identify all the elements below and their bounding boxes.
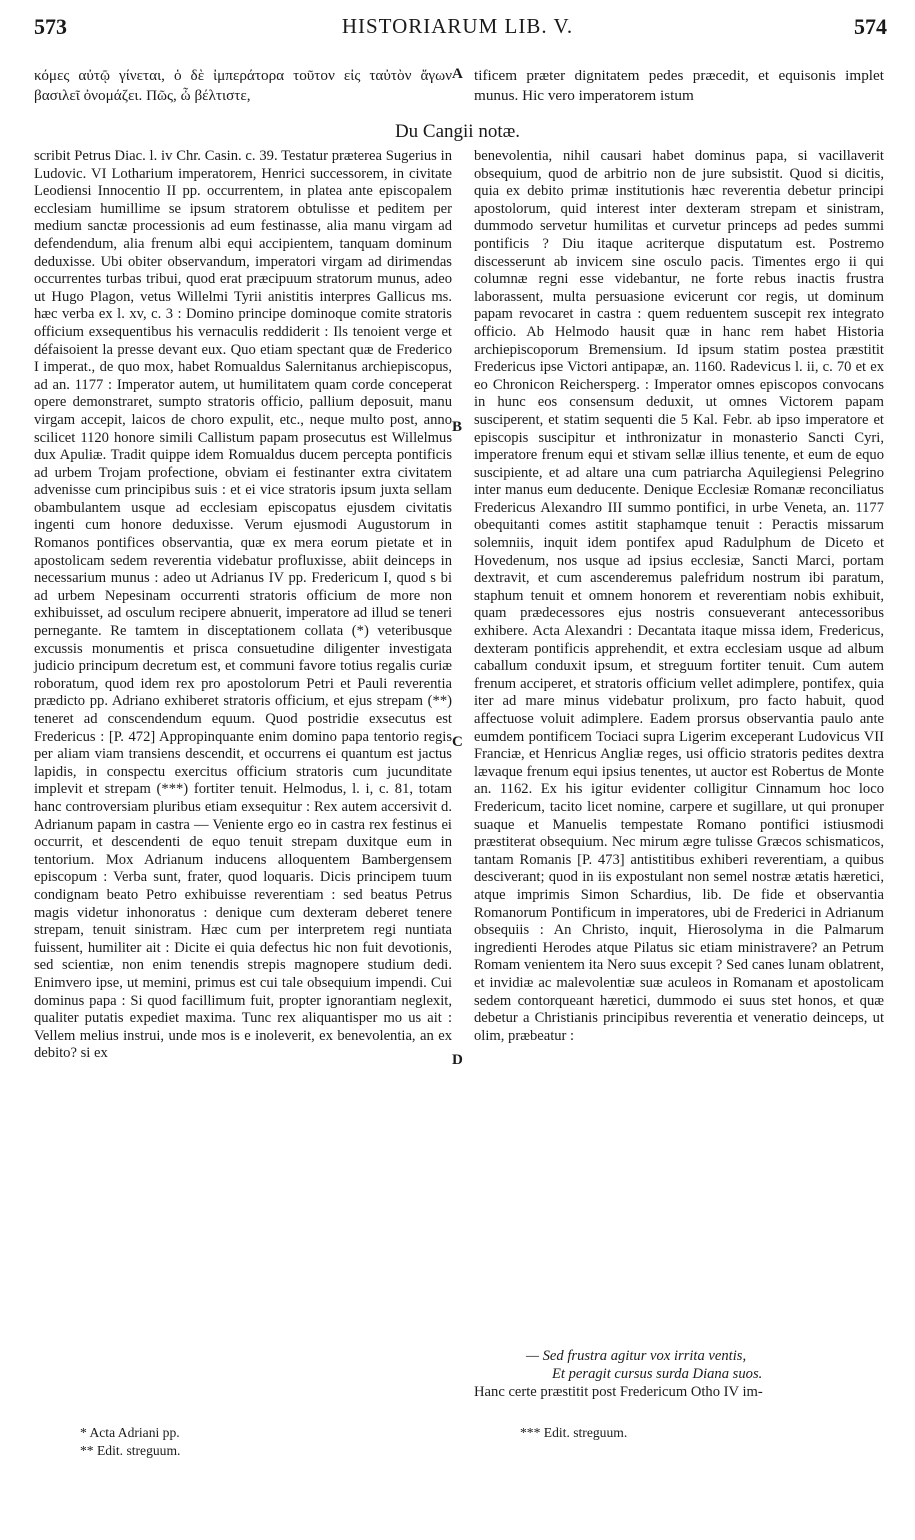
margin-marker-c: C	[452, 734, 463, 750]
verse-quotation	[474, 1348, 884, 1383]
latin-translation-top	[474, 66, 884, 106]
notes-right-column	[474, 148, 884, 1045]
footnote: ** Edit. streguum.	[80, 1443, 181, 1458]
latin-paragraph: tificem præter dignitatem pedes præcedit, et equisonis implet munus. Hic vero imperatorem istum	[474, 67, 884, 104]
footnotes-right	[520, 1424, 880, 1442]
notes-paragraph: scribit Petrus Diac. l. iv Chr. Casin. c. 39. Testatur præterea Sugerius in Ludovic. VI Lotharium imperatorem, Henrici successorem, in civitate Leodiensi Innocentio II pp. occurrentem, in platea ante episcopalem ecclesiam humillime se ipsum stratorem obtulisse et peditem per medium sanctæ processionis ad eum festinasse, alia manu virgam ad defendendum, alia frenum albi equi accipientem, tanquam dominum deduxisse. Ubi obiter observandum, imperatori virgam ad dirimendas occurrentes turbas tribui, quod erat præcipuum stratorum munus, adeo ut Hugo Plagon, vetus Willelmi Tyrii anistitis interpres Gallicus ms. hæc verba ex l. xv, c. 3 : Domino principe dominoque comite stratoris officium exsequentibus his vernaculis reddiderit : Ils tenoient verge et défaisoient la presse devant eux. Quo etiam spectant quæ de Frederico I imperat., de quo mox, habet Romualdus Salernitanus archiepiscopus, ad an. 1177 : Imperator autem, ut humilitatem quam corde conceperat opere demonstraret, sumpto stratoris officio, pallium deposuit, manu virgam accepit, laicos de choro expulit, etc., neque multo post, anno scilicet 1120 honore simili Callistum papam prosecutus est Willelmus dux Apuliæ. Tradit quippe idem Romualdus ducem percepta pontificis ad urbem Trojam profectione, obviam ei festinanter extra civitatem advenisse cum principibus suis : et ei vice stratoris ipsum juxta sellam obambulantem usque ad ecclesiam episcopatus ejusdem civitatis ingenti cum honore deduxisse. Verum ejusmodi Augustorum in Romanos pontifices observantia, quæ ex mera eorum pietate et in apostolicam sedem reverentia videbatur profluxisse, abiit deinceps in necessarium munus : adeo ut Adrianus IV pp. Fredericum I, quod s bi ad urbem Nepesinam occurrenti stratoris officium de more non exhibuisset, ad osculum recipere abnuerit, imperatore ad illud se teneri pernegante. Re tamtem in disceptationem collata (*) veteribusque excussis monumentis et prisca consuetudine diligenter investigata judicio principum decretum est, et communi favore totius regalis curiæ roboratum, quod idem rex pro apostolorum Petri et Pauli reverentia prædicto pp. Adriano exhiberet stratoris officium, et ejus strepam (**) teneret ad conscendendum equum. Quod postridie exsecutus est Fredericus : [P. 472] Appropinquante enim domino papa tentorio regis per aliam viam transiens descendit, et occurrens ei quantum est jactus lapidis, in conspectu exercitus officium stratoris cum jucunditate implevit et strepam (***) fortiter tenuit. Helmodus, l. i, c. 81, totam hanc controversiam pluribus etiam exsequitur : Rex autem accersivit d. Adrianum papam in castra — Veniente ergo eo in castra rex festinus ei occurrit, et descendenti de equo tenuit strepam duxitque eum in tentorium. Mox Adrianum inducens alloquentem Bambergensem episcopum : Verba sunt, frater, quod loquaris. Dicis principem tuum condignam beato Petro exhibuisse reverentiam : sed beatus Petrus magis videtur inhonoratus : denique cum dexteram deberet tenere strepam, tenuit sinistram. Hæc cum per interpretem regi nuntiata fuissent, humiliter ait : Dicite ei quia defectus hic non fuit devotionis, sed scientiæ, non enim tenendis strepis magnopere studium dedi. Enimvero ipse, ut memini, primus est cui tale obsequium impendi. Cui dominus papa : Si quod facillimum fuit, propter ignorantiam neglexit, qualiter putatis expediet maxima. Tunc rex aliquantisper mo us ait : Vellem melius instrui, unde mos is e inoleverit, ex benevolentia, an ex debito? si ex	[34, 148, 452, 1062]
verse-line: Et peragit cursus surda Diana suos.	[552, 1365, 763, 1382]
margin-marker-d: D	[452, 1052, 463, 1068]
margin-marker-b: B	[452, 419, 463, 435]
verse-line: — Sed frustra agitur vox irrita ventis,	[526, 1348, 747, 1364]
greek-paragraph: κόμες αὐτῷ γίνεται, ὁ δὲ ἰμπεράτορα τοῦτον εἰς ταὐτὸν ἄγων βασιλεῖ ὀνομάζει. Πῶς, ὦ βέλτιστε,	[34, 67, 452, 104]
page-number-right: 574	[854, 14, 887, 39]
margin-marker-a: A	[452, 66, 463, 82]
running-title: HISTORIARUM LIB. V.	[341, 14, 574, 38]
page-number-left: 573	[34, 14, 67, 39]
notes-paragraph: benevolentia, nihil causari habet dominus papa, si vacillaverit obsequium, quod de arbitrio non de jure subsistit. Quod si dicitis, quia ex debito primæ institutionis hæc reverentia debetur principi apostolorum, quid interest inter dexteram strepam et sinistram, dummodo servetur humilitas et curvetur princeps ad pedes summi pontificis ? Diu itaque acriterque disputatum est. Postremo discesserunt ab invicem sine osculo pacis. Timentes ergo ii qui columnæ regni esse videbantur, ne forte rebus inactis frustra laborassent, multa persuasione evicerunt cor regis, ut dominum papam revocaret in castra : quem reduentem suscepit rex integrato officio. Ab Helmodo hausit quæ in hanc rem habet Historia archiepiscoporum Bremensium. Id ipsum statim postea præstitit Fredericus ipse Victori antipapæ, an. 1160. Radevicus l. ii, c. 70 et ex eo Chronicon Reichersperg. : Imperator omnes episcopos convocans in hunc eos consensum deduxit, ut omnes Victorem papam susciperent, et statim sequenti die 5 Kal. Febr. ab ipso imperatore et episcopis suscipitur et inthronizatur in monasterio Sancti Cyri, imperatore frenum equi et stivam sellæ illius tenente, et eum de equo suscipiente, et ad altare una cum patriarcha Aquilegiensi Pelegrino inter manus eum deducente. Denique Ecclesiæ Romanæ reconciliatus Fredericus Alexandro III summo pontifici, in urbe Veneta, an. 1177 obequitanti comes astitit staphamque tenuit : Peractis missarum solemniis, inquit idem pontifex apud Radulphum de Diceto et Hovedenum, nos usque ad ipsius ecclesiæ, Sancti Marci, portam dextravit, et cum ascenderemus palefridum nostrum ibi paratum, staphum tenuit et omnem honorem et reverentiam nobis exhibuit, quam prædecessores ejus nostris consueverant antecessoribus exhibere. Acta Alexandri : Decantata itaque missa idem, Fredericus, dexteram pontificis apprehendit, et extra ecclesiam usque ad album caballum conduxit ipsum, et streguum fortiter tenuit. Cum autem frenum acciperet, et stratoris officium vellet adimplere, pontifex, quia iter ad mare minus videbatur prolixum, pro facto habuit, quod affectuose voluit adimplere. Eadem prorsus observantia paulo ante eumdem pontificem Tociaci supra Ligerim exceperant Ludovicus VII Franciæ, et Henricus Angliæ reges, usi officio stratoris pedites dextra lævaque frenum equi ipsius tenentes, ut auctor est Robertus de Monte an. 1162. Ex his igitur evidenter colligitur Cinnamum hoc loco Fredericum, tacito licet nomine, carpere et sugillare, ut qui pronuper suaque et Manuelis tempestate Romano pontifici istiusmodi præstiterat obsequium. Nec mirum ægre tulisse Græcos schismaticos, tantam Romanis [P. 473] antistitibus exhiberi reverentiam, a quibus desciverant; quod in iis expostulant non semel nostræ ætatis hæretici, atque imprimis Simon Schardius, lib. De fide et observantia Romanorum Pontificum in imperatores, ubi de Frederici in Adrianum obsequiis : An Christo, inquit, Hierosolyma in die Palmarum ingredienti Herodes atque Pilatus sic etiam ministravere? an Petrum Romam venientem ita Nero suus excepit ? Sed canes lunam oblatrent, et invidiæ ac malevolentiæ suæ aculeos in Romanam et apostolicam sedem contorqueant hæretici, dummodo ei suus stet honos, et quæ debetur a Christianis principibus reverentia et veneratio deinceps, ut olim, præbeatur :	[474, 148, 884, 1044]
notes-left-column	[34, 148, 452, 1063]
notes-continuation: Hanc certe præstitit post Fredericum Otho IV im-	[474, 1384, 763, 1400]
greek-text-top	[34, 66, 452, 106]
footnotes-left	[80, 1424, 440, 1460]
footnote: *** Edit. streguum.	[520, 1425, 628, 1440]
footnote: * Acta Adriani pp.	[80, 1425, 180, 1440]
notes-heading: Du Cangii notæ.	[394, 121, 521, 142]
page-header	[0, 8, 915, 42]
